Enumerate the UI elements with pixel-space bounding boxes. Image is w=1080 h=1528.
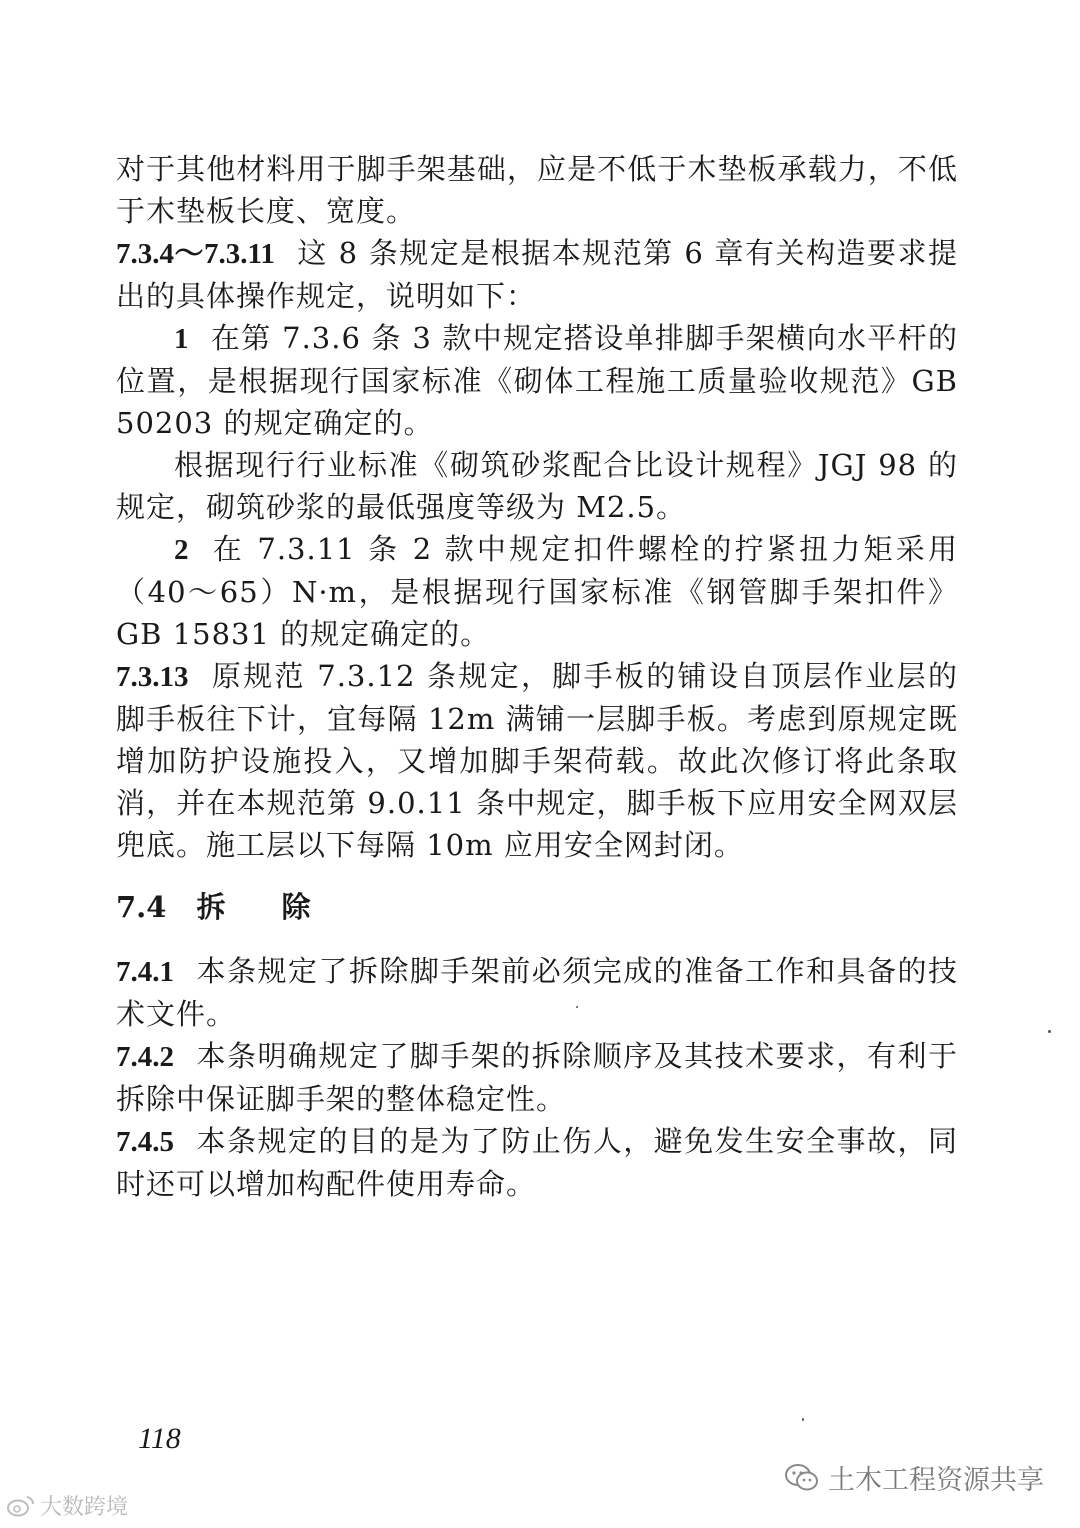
clause-number: 7.4.5 — [116, 1126, 174, 1158]
scan-speck — [802, 1418, 804, 1421]
scan-speck — [1048, 1030, 1051, 1033]
watermark-right-text: 土木工程资源共享 — [828, 1465, 1044, 1496]
paragraph: 根据现行行业标准《砌筑砂浆配合比设计规程》JGJ 98 的规定，砌筑砂浆的最低强度等级为 M2.5。 — [116, 448, 958, 524]
weibo-icon — [6, 1494, 36, 1518]
item-number: 2 — [174, 534, 189, 566]
paragraph: 7.4.2 本条明确规定了脚手架的拆除顺序及其技术要求，有利于拆除中保证脚手架的整体稳定性。 — [116, 1039, 958, 1116]
paragraph: 2 在 7.3.11 条 2 款中规定扣件螺栓的拧紧扭力矩采用（40～65）N·m，是根据现行国家标准《钢管脚手架扣件》GB 15831 的规定确定的。 — [116, 532, 958, 651]
page-number: 118 — [138, 1422, 181, 1455]
clause-number: 7.4.1 — [116, 956, 174, 988]
clause-number: 7.3.13 — [116, 661, 189, 693]
scan-speck — [576, 1006, 578, 1008]
paragraph: 7.3.4～7.3.11 这 8 条规定是根据本规范第 6 章有关构造要求提出的具体操作规定，说明如下： — [116, 236, 958, 313]
clause-number: 7.3.4～7.3.11 — [116, 238, 275, 270]
watermark-right — [784, 1458, 1044, 1497]
watermark-left-text: 大数跨境 — [40, 1495, 129, 1520]
watermark-left — [6, 1490, 128, 1521]
paragraph: 7.4.5 本条规定的目的是为了防止伤人，避免发生安全事故，同时还可以增加构配件使用寿命。 — [116, 1124, 958, 1201]
paragraph: 对于其他材料用于脚手架基础，应是不低于木垫板承载力，不低于木垫板长度、宽度。 — [116, 152, 958, 228]
paragraph: 7.3.13 原规范 7.3.12 条规定，脚手板的铺设自顶层作业层的脚手板往下计，宜每隔 12m 满铺一层脚手板。考虑到原规定既增加防护设施投入，又增加脚手架荷载。故此次修订将此条取消，并在本规范第 9.0.11 条中规定，脚手板下应用安全网双层兜底。施工层以下每隔 10m 应用安全网封闭。 — [116, 659, 958, 862]
wechat-icon — [784, 1463, 820, 1493]
paragraph: 7.4.1 本条规定了拆除脚手架前必须完成的准备工作和具备的技术文件。 — [116, 954, 958, 1031]
item-number: 1 — [174, 323, 189, 355]
paragraph: 1 在第 7.3.6 条 3 款中规定搭设单排脚手架横向水平杆的位置，是根据现行国家标准《砌体工程施工质量验收规范》GB 50203 的规定确定的。 — [116, 321, 958, 440]
clause-number: 7.4.2 — [116, 1041, 174, 1073]
section-heading: 7.4 拆 除 — [116, 890, 311, 924]
body-text — [116, 148, 958, 1205]
